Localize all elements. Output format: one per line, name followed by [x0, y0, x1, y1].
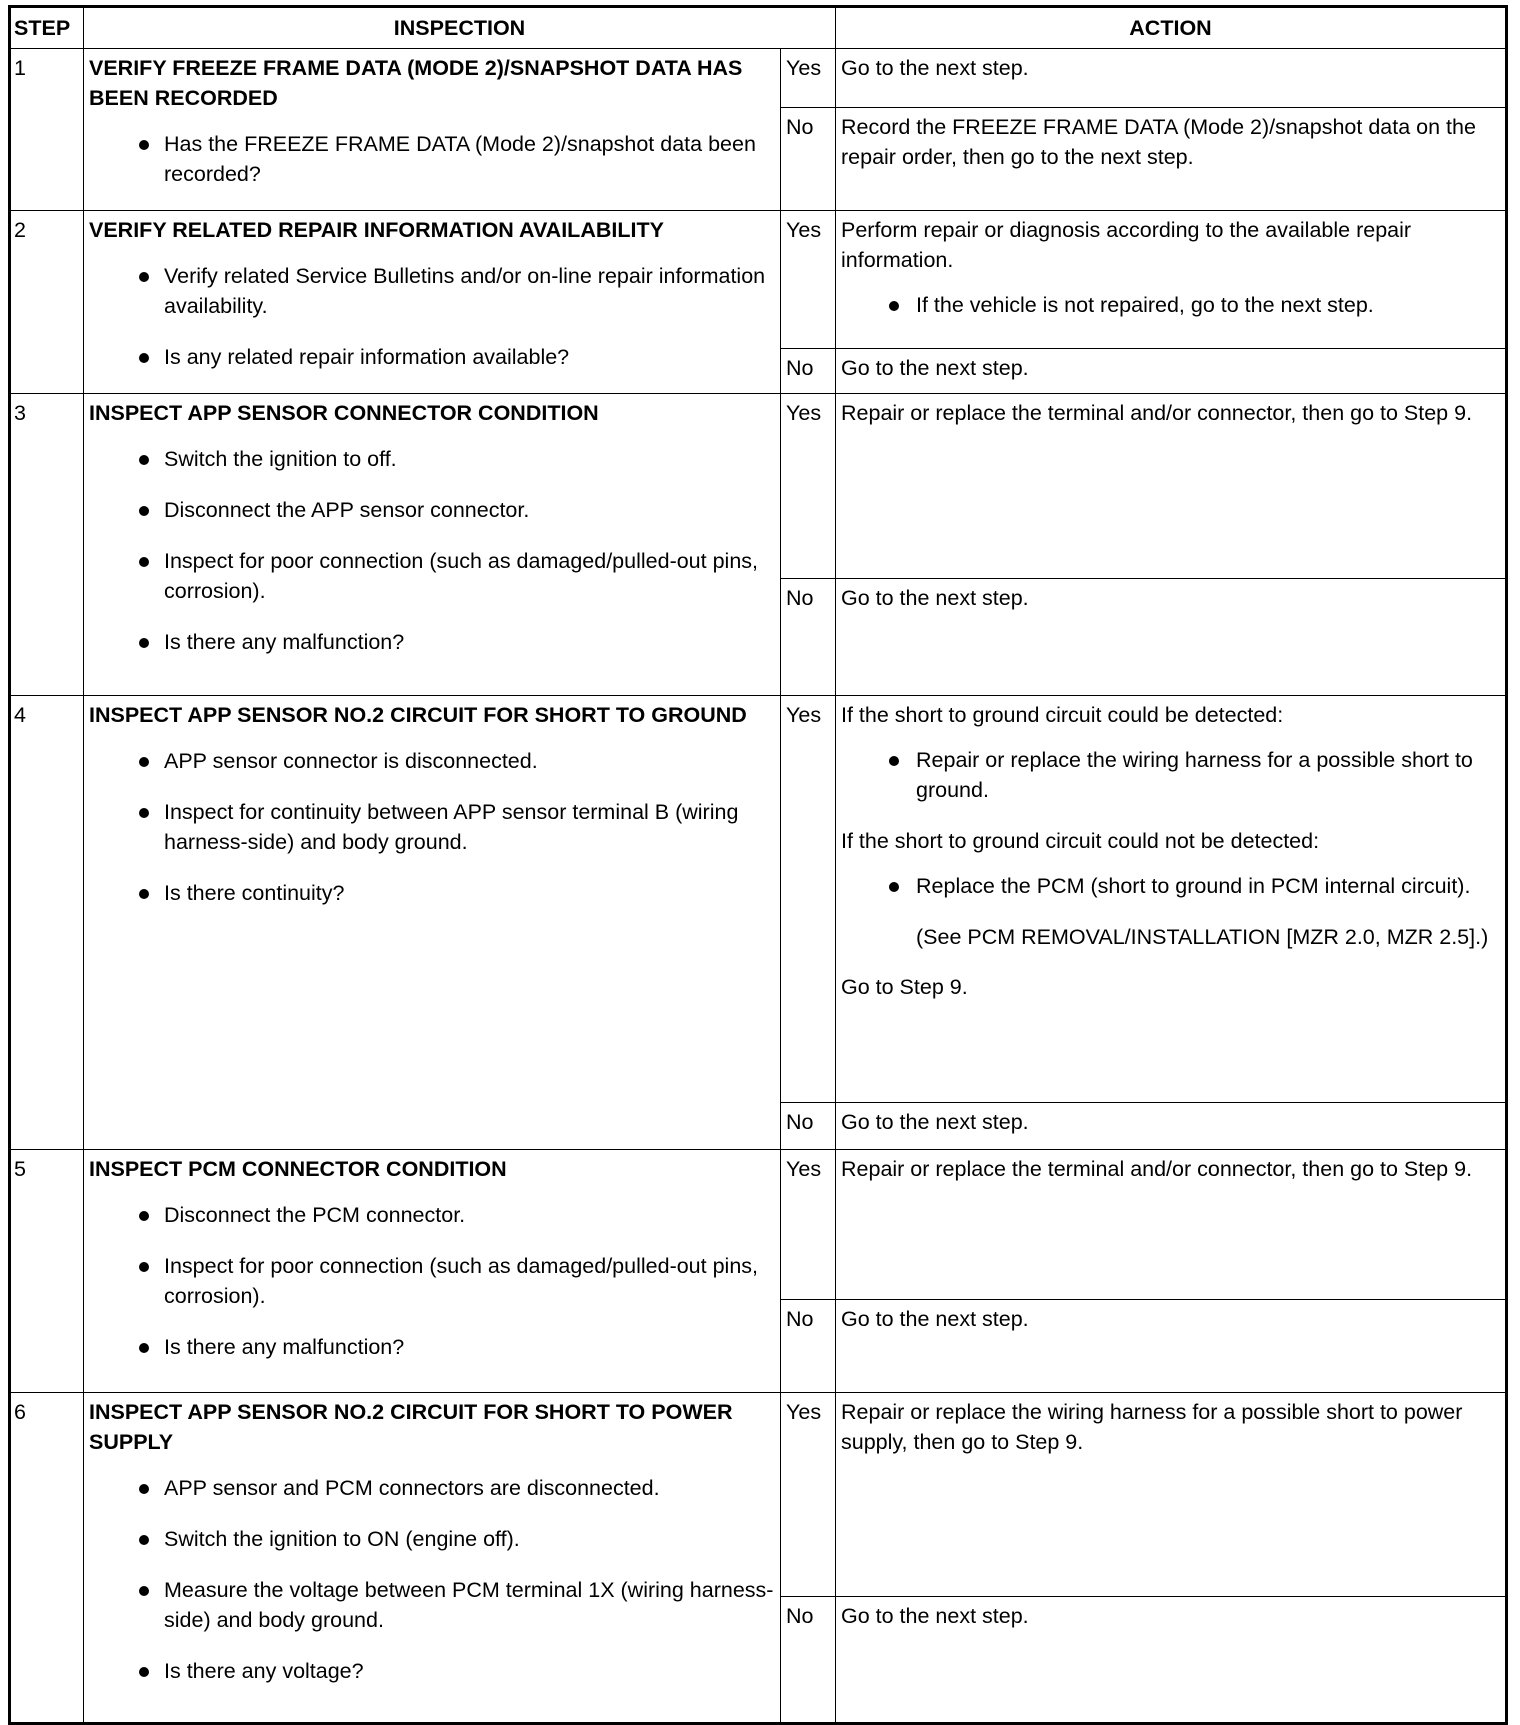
inspection-title: INSPECT APP SENSOR NO.2 CIRCUIT FOR SHORT TO GROUND — [89, 703, 747, 727]
table-row — [10, 394, 1507, 579]
no-action-cell — [836, 1103, 1507, 1150]
action-note: (See PCM REMOVAL/INSTALLATION [MZR 2.0, MZR 2.5].) — [916, 925, 1489, 949]
inspection-cell — [84, 1150, 781, 1393]
inspection-bullet: Verify related Service Bulletins and/or on-line repair information availability. — [89, 261, 775, 321]
header-inspection: INSPECTION — [84, 7, 836, 49]
table-row — [10, 1150, 1507, 1300]
inspection-bullet: Is there any malfunction? — [89, 1332, 775, 1362]
no-action-cell — [836, 579, 1507, 696]
no-label: No — [781, 107, 836, 210]
inspection-cell — [84, 49, 781, 211]
inspection-bullet: Is there any malfunction? — [89, 627, 775, 657]
yes-action-cell — [836, 49, 1507, 108]
no-action-cell — [836, 1300, 1507, 1393]
action-text: If the short to ground circuit could not be detected: — [841, 829, 1320, 853]
step-number: 3 — [10, 394, 84, 696]
inspection-bullet: Is any related repair information available? — [89, 342, 775, 372]
inspection-bullet: Measure the voltage between PCM terminal 1X (wiring harness-side) and body ground. — [89, 1575, 775, 1635]
inspection-title: VERIFY RELATED REPAIR INFORMATION AVAILABILITY — [89, 218, 664, 242]
action-bullet: Replace the PCM (short to ground in PCM internal circuit). — [841, 871, 1500, 901]
inspection-bullet: Switch the ignition to off. — [89, 444, 775, 474]
action-text: If the short to ground circuit could be detected: — [841, 703, 1284, 727]
inspection-bullet: Is there continuity? — [89, 878, 775, 908]
action-text: Go to the next step. — [841, 1604, 1029, 1628]
inspection-bullet: Disconnect the APP sensor connector. — [89, 495, 775, 525]
step-number: 1 — [10, 49, 84, 211]
action-text: Perform repair or diagnosis according to the available repair information. — [841, 218, 1412, 272]
yes-label: Yes — [781, 394, 836, 579]
action-text: Go to the next step. — [841, 1110, 1029, 1134]
inspection-bullet: Has the FREEZE FRAME DATA (Mode 2)/snapshot data been recorded? — [89, 129, 775, 189]
yes-action-cell — [836, 1393, 1507, 1597]
no-label: No — [781, 348, 836, 393]
table-row — [10, 211, 1507, 349]
inspection-bullet: Inspect for poor connection (such as damaged/pulled-out pins, corrosion). — [89, 546, 775, 606]
no-label: No — [781, 1103, 836, 1150]
yes-label: Yes — [781, 49, 836, 108]
inspection-bullet: Disconnect the PCM connector. — [89, 1200, 775, 1230]
action-text: Repair or replace the terminal and/or connector, then go to Step 9. — [841, 401, 1473, 425]
step-number: 5 — [10, 1150, 84, 1393]
no-action-cell — [836, 348, 1507, 393]
action-bullet: Repair or replace the wiring harness for a possible short to ground. — [841, 745, 1500, 805]
no-label: No — [781, 1300, 836, 1393]
inspection-cell — [84, 394, 781, 696]
action-text: Record the FREEZE FRAME DATA (Mode 2)/snapshot data on the repair order, then go to the next step. — [841, 114, 1476, 169]
no-action-cell — [836, 1597, 1507, 1724]
step-number: 2 — [10, 211, 84, 394]
inspection-bullet: Inspect for continuity between APP sensor terminal B (wiring harness-side) and body ground. — [89, 797, 775, 857]
step-number: 4 — [10, 696, 84, 1150]
action-text: Go to Step 9. — [841, 975, 968, 999]
action-bullet: If the vehicle is not repaired, go to the next step. — [841, 290, 1500, 320]
inspection-cell — [84, 696, 781, 1150]
step-number: 6 — [10, 1393, 84, 1724]
yes-action-cell — [836, 394, 1507, 579]
table-row — [10, 49, 1507, 108]
inspection-bullet: Switch the ignition to ON (engine off). — [89, 1524, 775, 1554]
inspection-bullet: APP sensor connector is disconnected. — [89, 746, 775, 776]
yes-action-cell — [836, 211, 1507, 349]
action-text: Repair or replace the wiring harness for a possible short to power supply, then go to Step 9. — [841, 1400, 1463, 1454]
inspection-title: INSPECT APP SENSOR CONNECTOR CONDITION — [89, 401, 599, 425]
action-text: Go to the next step. — [841, 586, 1029, 610]
diagnostic-procedure-table — [8, 5, 1508, 1725]
inspection-bullet: Is there any voltage? — [89, 1656, 775, 1686]
table-row — [10, 1393, 1507, 1597]
yes-label: Yes — [781, 696, 836, 1103]
header-step: STEP — [10, 7, 84, 49]
table-row — [10, 696, 1507, 1103]
yes-label: Yes — [781, 1393, 836, 1597]
yes-label: Yes — [781, 1150, 836, 1300]
yes-action-cell — [836, 1150, 1507, 1300]
yes-action-cell — [836, 696, 1507, 1103]
inspection-cell — [84, 1393, 781, 1724]
header-action: ACTION — [836, 7, 1507, 49]
inspection-title: INSPECT APP SENSOR NO.2 CIRCUIT FOR SHORT TO POWER SUPPLY — [89, 1400, 733, 1454]
action-text: Go to the next step. — [841, 56, 1029, 80]
yes-label: Yes — [781, 211, 836, 349]
no-label: No — [781, 579, 836, 696]
action-text: Go to the next step. — [841, 355, 1029, 380]
inspection-bullet: Inspect for poor connection (such as damaged/pulled-out pins, corrosion). — [89, 1251, 775, 1311]
no-action-cell — [836, 107, 1507, 210]
inspection-title: VERIFY FREEZE FRAME DATA (MODE 2)/SNAPSHOT DATA HAS BEEN RECORDED — [89, 56, 743, 110]
no-label: No — [781, 1597, 836, 1724]
action-text: Repair or replace the terminal and/or connector, then go to Step 9. — [841, 1157, 1473, 1181]
action-text: Go to the next step. — [841, 1307, 1029, 1331]
header-row — [10, 7, 1507, 49]
inspection-cell — [84, 211, 781, 394]
inspection-bullet: APP sensor and PCM connectors are disconnected. — [89, 1473, 775, 1503]
inspection-title: INSPECT PCM CONNECTOR CONDITION — [89, 1157, 507, 1181]
